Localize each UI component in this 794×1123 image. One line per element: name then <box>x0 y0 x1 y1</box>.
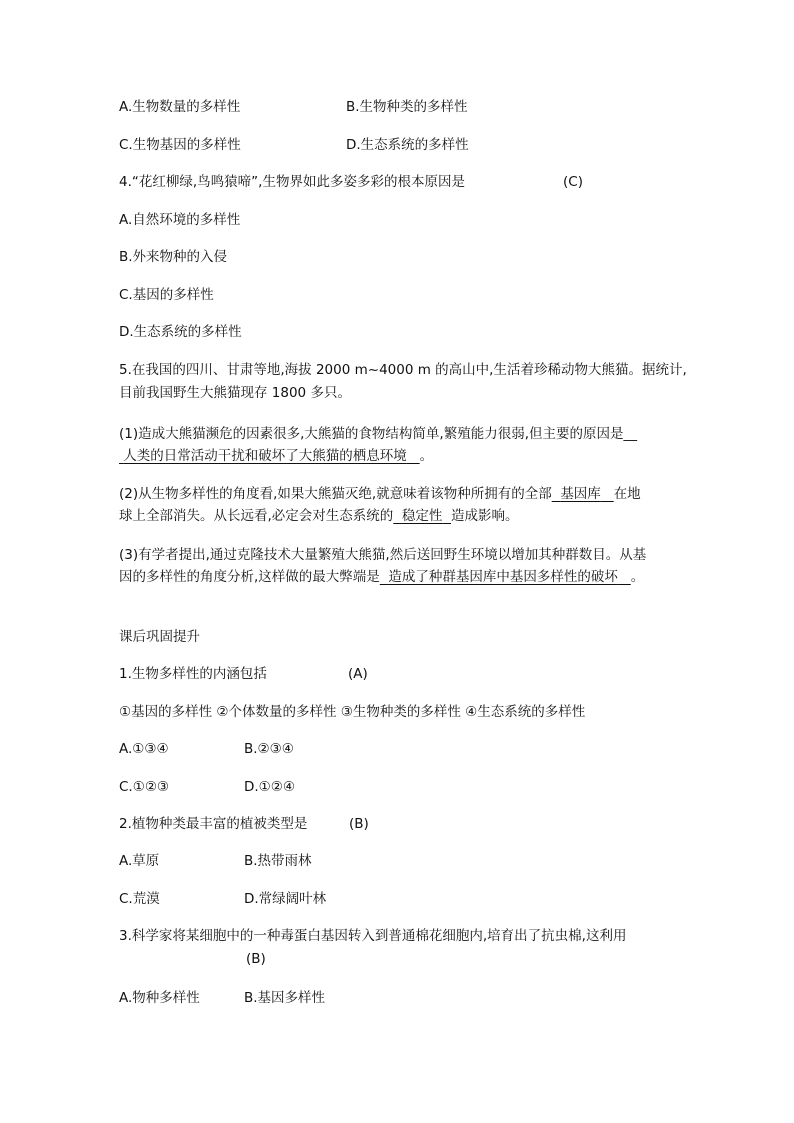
q4-answer: (C) <box>563 174 583 190</box>
q5-part1-blank: __ <box>623 426 637 442</box>
q5-part1-answer: 人类的日常活动干扰和破坏了大熊猫的栖息环境 <box>123 448 407 464</box>
q5-part3-line1: (3)有学者提出,通过克隆技术大量繁殖大熊猫,然后送回野生环境以增加其种群数目。从基 <box>119 547 647 563</box>
q5-part2-answer2: 稳定性 <box>401 508 443 524</box>
h3-answer: (B) <box>246 951 266 967</box>
h2-option-d: D.常绿阔叶林 <box>244 891 327 907</box>
q5-stem-line1: 5.在我国的四川、甘肃等地,海拔 2000 m~4000 m 的高山中,生活着珍稀动物大熊猫。据统计, <box>119 362 687 378</box>
option-d: D.生态系统的多样性 <box>346 137 469 153</box>
h1-option-b: B.②③④ <box>244 741 294 757</box>
h3-option-a: A.物种多样性 <box>119 990 200 1006</box>
q4-option-b: B.外来物种的入侵 <box>119 249 228 265</box>
q5-part2-line2 <box>119 506 518 526</box>
q4-option-d: D.生态系统的多样性 <box>119 324 242 340</box>
h1-answer: (A) <box>348 666 368 682</box>
q5-part2-tail: 在地 <box>613 486 641 502</box>
q5-part3-text: 因的多样性的角度分析,这样做的最大弊端是 <box>119 569 380 585</box>
h3-stem: 3.科学家将某细胞中的一种毒蛋白基因转入到普通棉花细胞内,培育出了抗虫棉,这利用 <box>119 928 627 944</box>
h1-option-d: D.①②④ <box>244 779 295 795</box>
q5-part2-line1 <box>119 484 641 504</box>
option-b: B.生物种类的多样性 <box>346 99 468 115</box>
q5-part1-text: (1)造成大熊猫濒危的因素很多,大熊猫的食物结构简单,繁殖能力很弱,但主要的原因是 <box>119 426 624 442</box>
q5-part3-line2 <box>119 567 644 587</box>
h2-stem: 2.植物种类最丰富的植被类型是 <box>119 816 308 832</box>
h2-option-a: A.草原 <box>119 853 160 869</box>
h1-option-a: A.①③④ <box>119 741 169 757</box>
q5-part2-line2-end: 造成影响。 <box>450 508 519 524</box>
q5-part2-answer: 基因库 <box>560 486 601 502</box>
option-a: A.生物数量的多样性 <box>119 99 241 115</box>
h1-stem: 1.生物多样性的内涵包括 <box>119 666 267 682</box>
h2-option-b: B.热带雨林 <box>244 853 312 869</box>
q5-part2-text: (2)从生物多样性的角度看,如果大熊猫灭绝,就意味着该物种所拥有的全部 <box>119 486 552 502</box>
h3-option-b: B.基因多样性 <box>244 990 326 1006</box>
q4-option-a: A.自然环境的多样性 <box>119 212 241 228</box>
q5-part1-line2 <box>119 446 433 466</box>
q4-stem: 4.“花红柳绿,鸟鸣猿啼”,生物界如此多姿多彩的根本原因是 <box>119 174 465 190</box>
h2-option-c: C.荒漠 <box>119 891 160 907</box>
h1-option-c: C.①②③ <box>119 779 170 795</box>
q5-part3-end: 。 <box>630 569 645 585</box>
q5-part2-line2-text: 球上全部消失。从长远看,必定会对生态系统的 <box>119 508 394 524</box>
q5-part1-line1 <box>119 424 637 444</box>
h1-items: ①基因的多样性 ②个体数量的多样性 ③生物种类的多样性 ④生态系统的多样性 <box>119 704 586 720</box>
option-c: C.生物基因的多样性 <box>119 137 241 153</box>
h2-answer: (B) <box>349 816 369 832</box>
q5-part1-end: 。 <box>419 448 434 464</box>
q5-part3-answer: 造成了种群基因库中基因多样性的破坏 <box>388 569 618 585</box>
q4-option-c: C.基因的多样性 <box>119 287 214 303</box>
section-title: 课后巩固提升 <box>119 629 200 645</box>
q5-stem-line2: 目前我国野生大熊猫现存 1800 多只。 <box>119 385 351 401</box>
